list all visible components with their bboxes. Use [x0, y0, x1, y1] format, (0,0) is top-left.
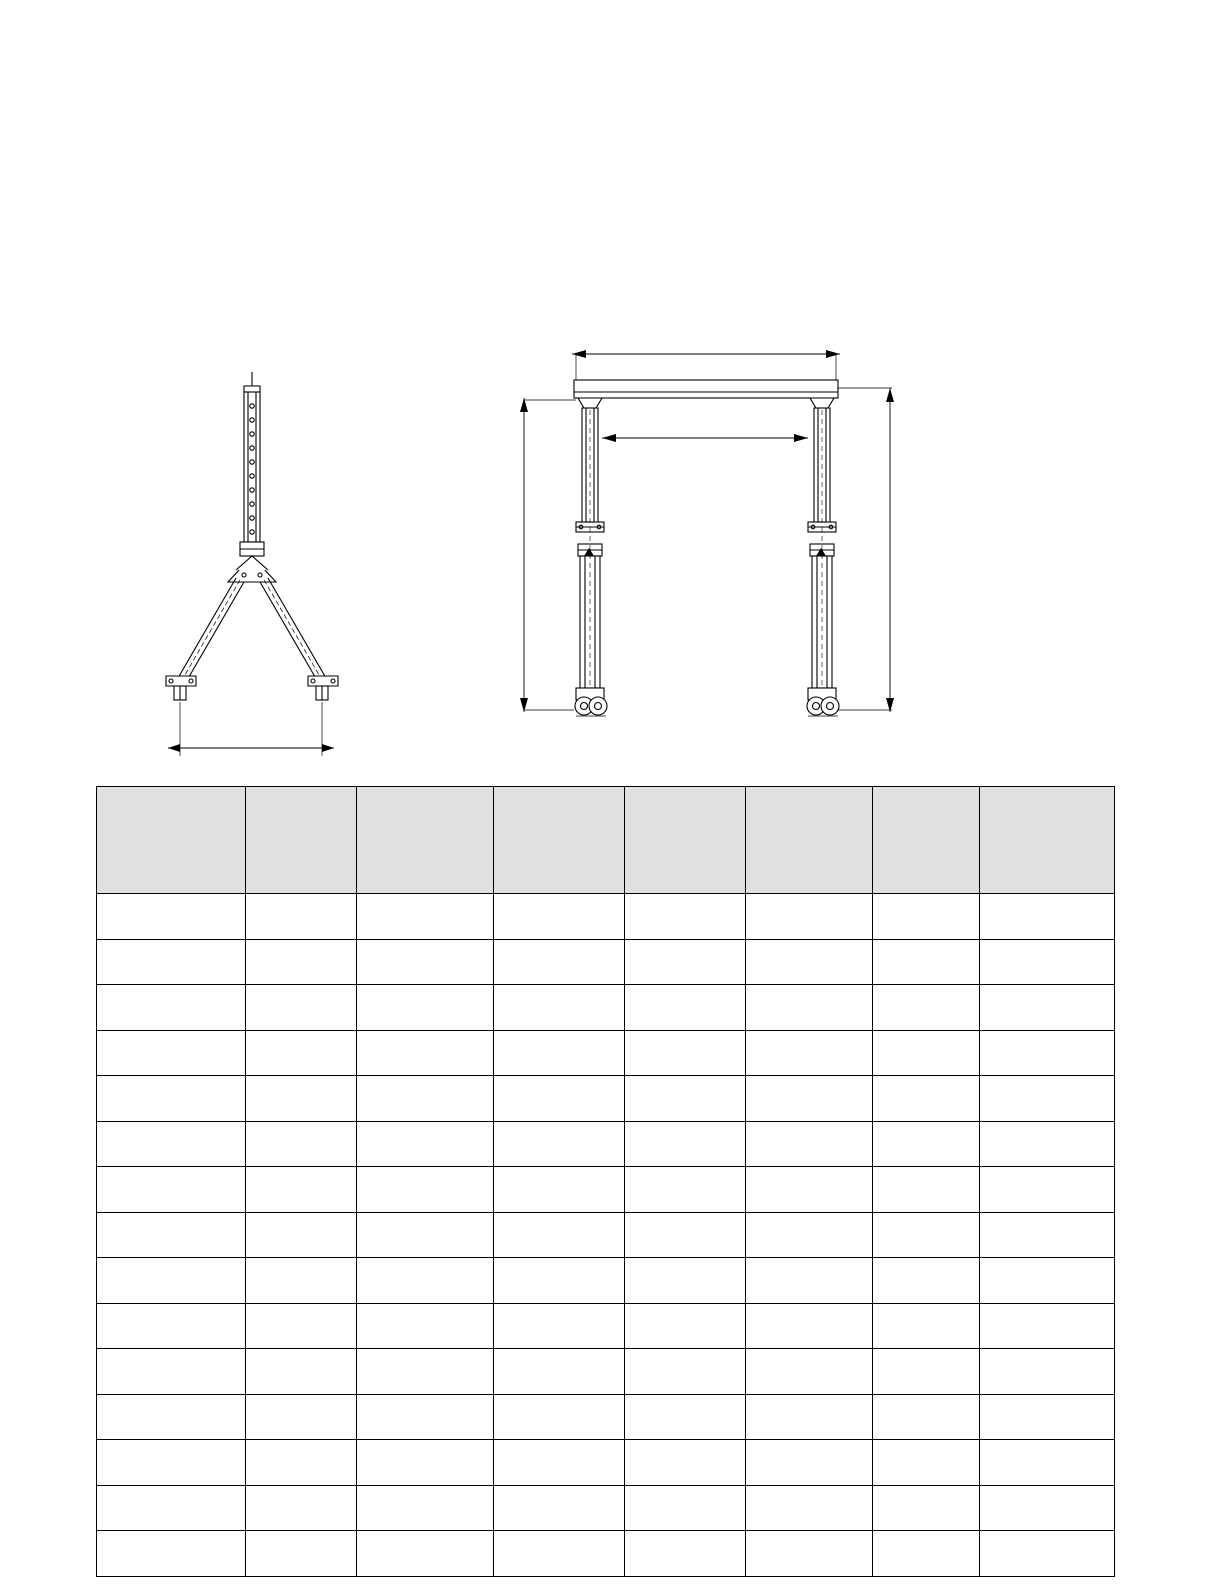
table-cell — [873, 1121, 980, 1167]
table-header-cell — [357, 787, 494, 894]
table-cell — [873, 1076, 980, 1122]
table-cell — [873, 1440, 980, 1486]
table-cell — [980, 1212, 1115, 1258]
table-row — [97, 1258, 1115, 1304]
table-cell — [357, 1030, 494, 1076]
table-cell — [494, 1167, 625, 1213]
table-cell — [625, 1030, 746, 1076]
table-cell — [246, 1258, 357, 1304]
table-cell — [746, 1030, 873, 1076]
table-cell — [625, 1076, 746, 1122]
table-cell — [746, 1076, 873, 1122]
table-cell — [246, 985, 357, 1031]
table-cell — [97, 1531, 246, 1577]
table-cell — [494, 1076, 625, 1122]
table-cell — [357, 1303, 494, 1349]
table-cell — [625, 1485, 746, 1531]
table-cell — [746, 1303, 873, 1349]
table-cell — [873, 985, 980, 1031]
table-cell — [746, 1349, 873, 1395]
table-body — [97, 894, 1115, 1577]
table-cell — [97, 1076, 246, 1122]
table-cell — [97, 1030, 246, 1076]
table-header-cell — [625, 787, 746, 894]
table-cell — [246, 1167, 357, 1213]
table-row — [97, 1212, 1115, 1258]
table-cell — [873, 1167, 980, 1213]
table-cell — [357, 1531, 494, 1577]
table-cell — [873, 1485, 980, 1531]
table-row — [97, 1531, 1115, 1577]
table-cell — [980, 1349, 1115, 1395]
table-row — [97, 939, 1115, 985]
table-cell — [980, 939, 1115, 985]
table-cell — [246, 1030, 357, 1076]
table-row — [97, 1076, 1115, 1122]
table-cell — [746, 1485, 873, 1531]
table-cell — [980, 1303, 1115, 1349]
table-cell — [625, 1531, 746, 1577]
table-cell — [246, 1349, 357, 1395]
table-cell — [873, 1030, 980, 1076]
table-cell — [746, 1258, 873, 1304]
table-cell — [246, 1212, 357, 1258]
table-cell — [357, 1121, 494, 1167]
table-row — [97, 1030, 1115, 1076]
gantry-crane-front-view — [490, 330, 930, 775]
table-cell — [746, 1121, 873, 1167]
table-cell — [357, 1212, 494, 1258]
table-cell — [357, 1394, 494, 1440]
table-cell — [97, 1212, 246, 1258]
table-row — [97, 1485, 1115, 1531]
table-cell — [357, 1440, 494, 1486]
table-cell — [357, 1167, 494, 1213]
table-cell — [494, 1212, 625, 1258]
table-cell — [357, 894, 494, 940]
table-cell — [494, 1440, 625, 1486]
table-cell — [980, 894, 1115, 940]
table-cell — [625, 1258, 746, 1304]
table-cell — [357, 1485, 494, 1531]
table-cell — [980, 1485, 1115, 1531]
table-cell — [97, 1167, 246, 1213]
table-cell — [357, 985, 494, 1031]
table-cell — [97, 1121, 246, 1167]
table-row — [97, 1440, 1115, 1486]
table-cell — [625, 1349, 746, 1395]
table-cell — [97, 1440, 246, 1486]
table-cell — [97, 939, 246, 985]
table-cell — [625, 1303, 746, 1349]
specification-table — [96, 786, 1115, 1577]
table-cell — [494, 1258, 625, 1304]
table-cell — [357, 939, 494, 985]
table-row — [97, 894, 1115, 940]
table-cell — [246, 1121, 357, 1167]
table-cell — [746, 1394, 873, 1440]
table-cell — [746, 1212, 873, 1258]
table-cell — [980, 1440, 1115, 1486]
table-cell — [873, 1531, 980, 1577]
table-cell — [980, 1258, 1115, 1304]
table-cell — [494, 1303, 625, 1349]
table-cell — [97, 1303, 246, 1349]
table-cell — [97, 1394, 246, 1440]
table-cell — [494, 939, 625, 985]
table-row — [97, 1394, 1115, 1440]
table-cell — [246, 1394, 357, 1440]
table-cell — [494, 1121, 625, 1167]
table-cell — [357, 1076, 494, 1122]
table-cell — [873, 1349, 980, 1395]
table-cell — [246, 1440, 357, 1486]
gantry-crane-end-view — [140, 330, 440, 775]
table-cell — [746, 939, 873, 985]
table-cell — [494, 1349, 625, 1395]
table-row — [97, 985, 1115, 1031]
table-cell — [980, 1121, 1115, 1167]
table-header-cell — [980, 787, 1115, 894]
table-cell — [97, 1485, 246, 1531]
table-cell — [97, 894, 246, 940]
table-cell — [625, 985, 746, 1031]
table-cell — [357, 1258, 494, 1304]
table-header-cell — [746, 787, 873, 894]
table-cell — [246, 894, 357, 940]
table-row — [97, 1167, 1115, 1213]
table-cell — [625, 1121, 746, 1167]
table-cell — [246, 1531, 357, 1577]
table-cell — [873, 894, 980, 940]
table-cell — [494, 1531, 625, 1577]
table-cell — [746, 1531, 873, 1577]
table-cell — [246, 1076, 357, 1122]
table-cell — [625, 1212, 746, 1258]
table-cell — [980, 1167, 1115, 1213]
technical-drawings — [0, 330, 1224, 770]
table-row — [97, 1303, 1115, 1349]
table-cell — [873, 1394, 980, 1440]
table-header-row — [97, 787, 1115, 894]
table-cell — [494, 894, 625, 940]
table-header-cell — [873, 787, 980, 894]
table-cell — [625, 939, 746, 985]
table-header-cell — [97, 787, 246, 894]
table-cell — [494, 1030, 625, 1076]
table-header-cell — [246, 787, 357, 894]
table-cell — [746, 894, 873, 940]
table-cell — [746, 1167, 873, 1213]
table-cell — [625, 1167, 746, 1213]
table-cell — [625, 1394, 746, 1440]
table-cell — [980, 985, 1115, 1031]
table-cell — [357, 1349, 494, 1395]
table-cell — [494, 985, 625, 1031]
table-header-cell — [494, 787, 625, 894]
table-cell — [980, 1076, 1115, 1122]
table-cell — [494, 1394, 625, 1440]
table-cell — [873, 1212, 980, 1258]
table-cell — [980, 1394, 1115, 1440]
table-cell — [494, 1485, 625, 1531]
table-cell — [97, 985, 246, 1031]
table-cell — [746, 985, 873, 1031]
table-row — [97, 1349, 1115, 1395]
table-cell — [873, 1258, 980, 1304]
table-cell — [625, 894, 746, 940]
table-cell — [246, 1485, 357, 1531]
table-cell — [873, 1303, 980, 1349]
specification-table-wrapper — [96, 786, 1106, 1577]
table-cell — [873, 939, 980, 985]
table-cell — [625, 1440, 746, 1486]
table-cell — [746, 1440, 873, 1486]
table-row — [97, 1121, 1115, 1167]
table-cell — [980, 1531, 1115, 1577]
table-cell — [97, 1349, 246, 1395]
table-cell — [97, 1258, 246, 1304]
table-cell — [980, 1030, 1115, 1076]
table-cell — [246, 939, 357, 985]
table-cell — [246, 1303, 357, 1349]
